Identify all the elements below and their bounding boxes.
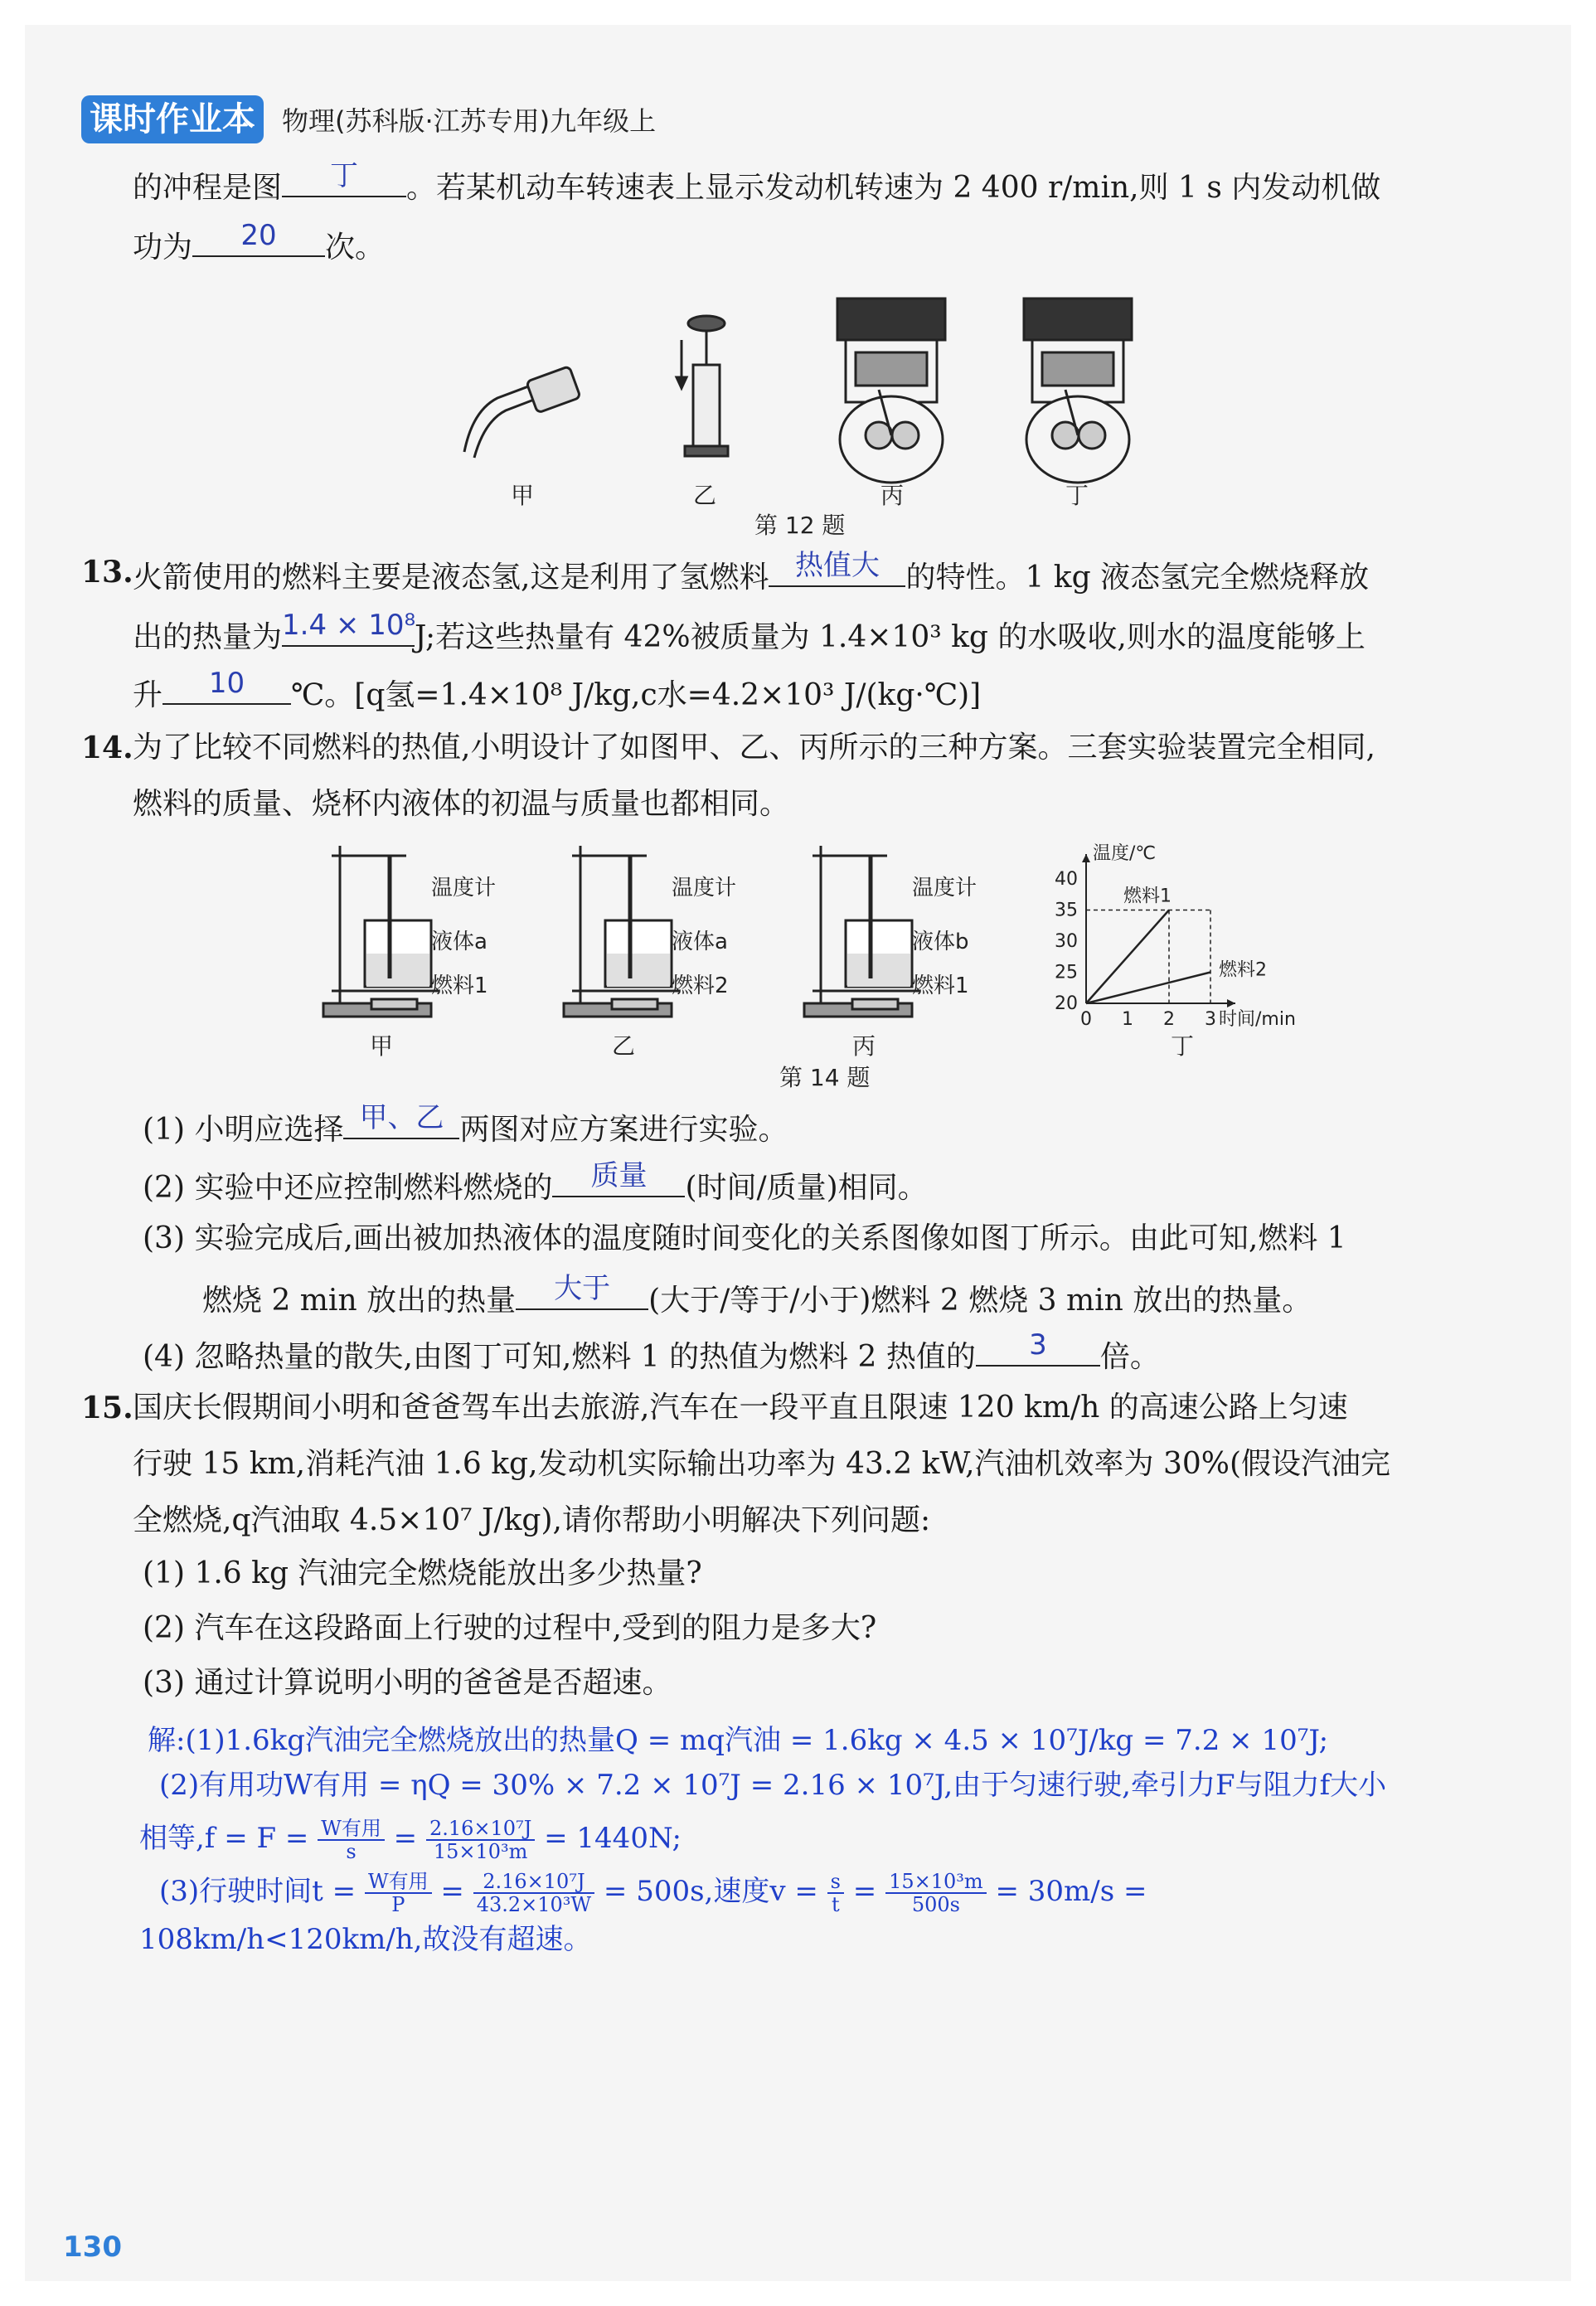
sol-f1-den: s bbox=[346, 1840, 357, 1863]
x-tick-label: 0 bbox=[1080, 1009, 1092, 1030]
y-axis-arrow bbox=[1082, 854, 1090, 862]
q14-p1-text-b: 两图对应方案进行实验。 bbox=[459, 1113, 788, 1147]
y-tick-label: 30 bbox=[1055, 931, 1078, 952]
sol-f2-den: 15×10³m bbox=[433, 1840, 528, 1863]
sol-l4-text-a: (3)行驶时间t = bbox=[159, 1875, 357, 1908]
q12-blank-a[interactable] bbox=[282, 159, 406, 197]
app-yi-liquid: 液体a bbox=[672, 930, 728, 954]
app-bing-liquid: 液体b bbox=[912, 930, 969, 954]
sol-f4-den: 43.2×10³W bbox=[476, 1893, 592, 1916]
sol-f5-den: t bbox=[832, 1893, 840, 1916]
apparatus-yi bbox=[564, 846, 680, 1017]
q14-p2-text-a: (2) 实验中还应控制燃料燃烧的 bbox=[143, 1171, 553, 1205]
app-yi-thermo: 温度计 bbox=[672, 876, 737, 901]
y-axis-label: 温度/℃ bbox=[1093, 843, 1157, 864]
q13-text-e: 升 bbox=[133, 678, 163, 712]
q14-line2: 燃料的质量、烧杯内液体的初温与质量也都相同。 bbox=[133, 787, 790, 821]
q14-blank-2[interactable] bbox=[552, 1159, 685, 1197]
q14-blank-3[interactable] bbox=[516, 1272, 648, 1310]
q12-text-b: 。若某机动车转速表上显示发动机转速为 2 400 r/min,则 1 s 内发动机做 bbox=[406, 171, 1381, 205]
sol-f2-num: 2.16×10⁷J bbox=[426, 1818, 535, 1841]
q13-answer-b: 1.4 × 10⁸ bbox=[282, 609, 416, 642]
q13-text-f: ℃。[q氢=1.4×10⁸ J/kg,c水=4.2×10³ J/(kg·℃)] bbox=[291, 678, 982, 712]
page-number: 130 bbox=[63, 2231, 122, 2264]
q14-p3-text-a: 燃烧 2 min 放出的热量 bbox=[202, 1284, 517, 1318]
q14-answer-1: 甲、乙 bbox=[359, 1101, 444, 1134]
apparatus-bing bbox=[804, 846, 920, 1017]
x-tick-label: 1 bbox=[1122, 1009, 1133, 1030]
q12-answer-a: 丁 bbox=[330, 159, 359, 192]
q12-line2 bbox=[133, 219, 386, 268]
q14-part1 bbox=[143, 1101, 788, 1150]
fig12-caption: 第 12 题 bbox=[754, 512, 846, 539]
q14-part2 bbox=[143, 1159, 928, 1208]
solution-line1: 解:(1)1.6kg汽油完全燃烧放出的热量Q = mq汽油 = 1.6kg × 4.5 × 10⁷J/kg = 7.2 × 10⁷J; bbox=[148, 1724, 1329, 1757]
q14-blank-1[interactable] bbox=[343, 1101, 459, 1139]
y-tick-label: 25 bbox=[1055, 962, 1078, 983]
q15-part1: (1) 1.6 kg 汽油完全燃烧能放出多少热量? bbox=[143, 1556, 702, 1590]
apparatus-jia bbox=[323, 846, 439, 1017]
q12-text-a: 的冲程是图 bbox=[133, 171, 283, 205]
app-jia-thermo: 温度计 bbox=[431, 876, 497, 901]
q15-part3: (3) 通过计算说明小明的爸爸是否超速。 bbox=[143, 1666, 672, 1700]
sol-l3-text-a: 相等,f = F = bbox=[139, 1822, 309, 1855]
q15-line1: 国庆长假期间小明和爸爸驾车出去旅游,汽车在一段平直且限速 120 km/h 的高速公路上匀速 bbox=[133, 1391, 1348, 1425]
q14-part3-line1: (3) 实验完成后,画出被加热液体的温度随时间变化的关系图像如图丁所示。由此可知,燃料 1 bbox=[143, 1221, 1346, 1255]
q12-line1 bbox=[133, 159, 1381, 208]
q12-text-c: 功为 bbox=[133, 231, 193, 265]
x-tick-label: 2 bbox=[1163, 1009, 1175, 1030]
y-tick-label: 40 bbox=[1055, 869, 1078, 890]
sol-f6-den: 500s bbox=[911, 1893, 960, 1916]
fig-yi-drawing bbox=[677, 316, 728, 456]
q14-p1-text-a: (1) 小明应选择 bbox=[143, 1113, 344, 1147]
sol-fraction-2 bbox=[426, 1818, 535, 1862]
logo-badge bbox=[81, 95, 264, 143]
series-line-2 bbox=[1086, 973, 1210, 1004]
sol-fraction-5 bbox=[827, 1871, 844, 1915]
q13-text-b: 的特性。1 kg 液态氢完全燃烧释放 bbox=[905, 561, 1370, 595]
sol-f1-num: W有用 bbox=[318, 1818, 385, 1841]
q15-line2: 行驶 15 km,消耗汽油 1.6 kg,发动机实际输出功率为 43.2 kW,汽油机效率为 30%(假设汽油完 bbox=[133, 1447, 1391, 1481]
x-tick-label: 3 bbox=[1205, 1009, 1216, 1030]
series-label-2: 燃料2 bbox=[1219, 959, 1267, 981]
sol-l4-text-b: = 500s,速度v = bbox=[603, 1875, 818, 1908]
y-tick-label: 20 bbox=[1055, 993, 1078, 1014]
q15-line3: 全燃烧,q汽油取 4.5×10⁷ J/kg),请你帮助小明解决下列问题: bbox=[133, 1503, 931, 1537]
solution-line4: (3)行驶时间t = $\frac{\text{W有用}}{P}$ = $\frac{\text{2.16×10⁷J}}{\text{43.2×10³W}}$ = 500s,速度v = $\frac{s}{t}$ = $\frac{\text{15×10³m}}{500s}$ = 30m/s = bbox=[159, 1870, 1147, 1916]
q14-answer-4: 3 bbox=[1029, 1328, 1047, 1362]
q13-answer-c: 10 bbox=[208, 667, 245, 700]
sol-fraction-6 bbox=[885, 1871, 987, 1915]
q13-text-a: 火箭使用的燃料主要是液态氢,这是利用了氢燃料 bbox=[133, 561, 769, 595]
q12-blank-b[interactable] bbox=[192, 219, 325, 257]
q14-answer-2: 质量 bbox=[590, 1159, 648, 1192]
q13-blank-b[interactable] bbox=[282, 609, 416, 647]
series-line-1 bbox=[1086, 910, 1169, 1004]
app-bing-fuel: 燃料1 bbox=[912, 973, 969, 998]
q13-answer-a: 热值大 bbox=[794, 549, 880, 582]
q13-line2 bbox=[133, 609, 1366, 658]
fig12-label-ding: 丁 bbox=[1065, 482, 1089, 509]
sol-l4-text-c: = 30m/s = bbox=[995, 1875, 1147, 1908]
sol-fraction-1 bbox=[318, 1818, 385, 1862]
fig14-caption: 第 14 题 bbox=[779, 1064, 871, 1091]
q13-number: 13. bbox=[81, 555, 133, 590]
q12-answer-b: 20 bbox=[240, 219, 277, 252]
app-jia-liquid: 液体a bbox=[431, 930, 488, 954]
sol-f3-num: W有用 bbox=[365, 1871, 432, 1894]
q13-line3 bbox=[133, 667, 982, 716]
q13-blank-c[interactable] bbox=[163, 667, 291, 705]
sol-f6-num: 15×10³m bbox=[885, 1871, 987, 1894]
q14-answer-3: 大于 bbox=[554, 1272, 611, 1305]
header-subject: 物理(苏科版·江苏专用)九年级上 bbox=[282, 105, 657, 137]
q12-figure bbox=[448, 274, 1161, 489]
q14-p4-text-b: 倍。 bbox=[1099, 1340, 1160, 1374]
fig12-label-jia: 甲 bbox=[511, 482, 535, 509]
q14-p3-text-b: (大于/等于/小于)燃料 2 燃烧 3 min 放出的热量。 bbox=[648, 1284, 1312, 1318]
sol-fraction-4 bbox=[473, 1871, 594, 1915]
q12-text-d: 次。 bbox=[325, 231, 386, 265]
q13-text-c: 出的热量为 bbox=[133, 620, 283, 654]
app-jia-fuel: 燃料1 bbox=[431, 973, 488, 998]
sol-f4-num: 2.16×10⁷J bbox=[473, 1871, 594, 1894]
sol-f3-den: P bbox=[391, 1893, 405, 1916]
fig12-label-bing: 丙 bbox=[880, 482, 905, 509]
sol-l3-text-b: = 1440N; bbox=[544, 1822, 682, 1855]
q14-blank-4[interactable] bbox=[976, 1328, 1100, 1367]
q13-blank-a[interactable] bbox=[769, 549, 905, 587]
fig-bing-drawing bbox=[837, 299, 945, 483]
header-logo bbox=[81, 93, 656, 146]
x-axis-arrow bbox=[1227, 999, 1235, 1007]
q14-part3-line2 bbox=[202, 1272, 1312, 1321]
x-axis-label: 时间/min bbox=[1219, 1009, 1296, 1030]
sol-f5-num: s bbox=[827, 1871, 844, 1894]
q14-graph bbox=[1036, 829, 1335, 1045]
q15-part2: (2) 汽车在这段路面上行驶的过程中,受到的阻力是多大? bbox=[143, 1611, 877, 1645]
q14-number: 14. bbox=[81, 731, 133, 765]
q13-text-d: J;若这些热量有 42%被质量为 1.4×10³ kg 的水吸收,则水的温度能够上 bbox=[415, 620, 1366, 654]
graph-label-ding: 丁 bbox=[1171, 1032, 1195, 1060]
fig-ding-drawing bbox=[1024, 299, 1132, 483]
sol-fraction-3 bbox=[365, 1871, 432, 1915]
fig-jia-drawing bbox=[464, 367, 580, 458]
app-jia-label: 甲 bbox=[370, 1032, 394, 1060]
series-label-1: 燃料1 bbox=[1123, 886, 1172, 907]
solution-line3: 相等,f = F = $\frac{\text{W有用}}{s}$ = $\frac{\text{2.16×10⁷J}}{\text{15×10³m}}$ = 1440N; bbox=[139, 1817, 682, 1863]
q14-p4-text-a: (4) 忽略热量的散失,由图丁可知,燃料 1 的热值为燃料 2 热值的 bbox=[143, 1340, 976, 1374]
y-tick-label: 35 bbox=[1055, 900, 1078, 921]
q14-part4 bbox=[143, 1328, 1160, 1377]
q14-p2-text-b: (时间/质量)相同。 bbox=[685, 1171, 928, 1205]
logo-text: 课时作业本 bbox=[90, 100, 255, 138]
app-yi-fuel: 燃料2 bbox=[672, 973, 729, 998]
app-bing-thermo: 温度计 bbox=[912, 876, 977, 901]
q15-number: 15. bbox=[81, 1391, 133, 1425]
solution-line2: (2)有用功W有用 = ηQ = 30% × 7.2 × 10⁷J = 2.16 × 10⁷J,由于匀速行驶,牵引力F与阻力f大小 bbox=[159, 1769, 1387, 1802]
app-bing-label: 丙 bbox=[852, 1032, 876, 1060]
solution-line5: 108km/h<120km/h,故没有超速。 bbox=[139, 1923, 592, 1956]
q14-line1: 为了比较不同燃料的热值,小明设计了如图甲、乙、丙所示的三种方案。三套实验装置完全相同, bbox=[133, 731, 1375, 765]
fig12-label-yi: 乙 bbox=[693, 482, 717, 509]
q13-line1 bbox=[133, 549, 1370, 598]
app-yi-label: 乙 bbox=[612, 1032, 636, 1060]
